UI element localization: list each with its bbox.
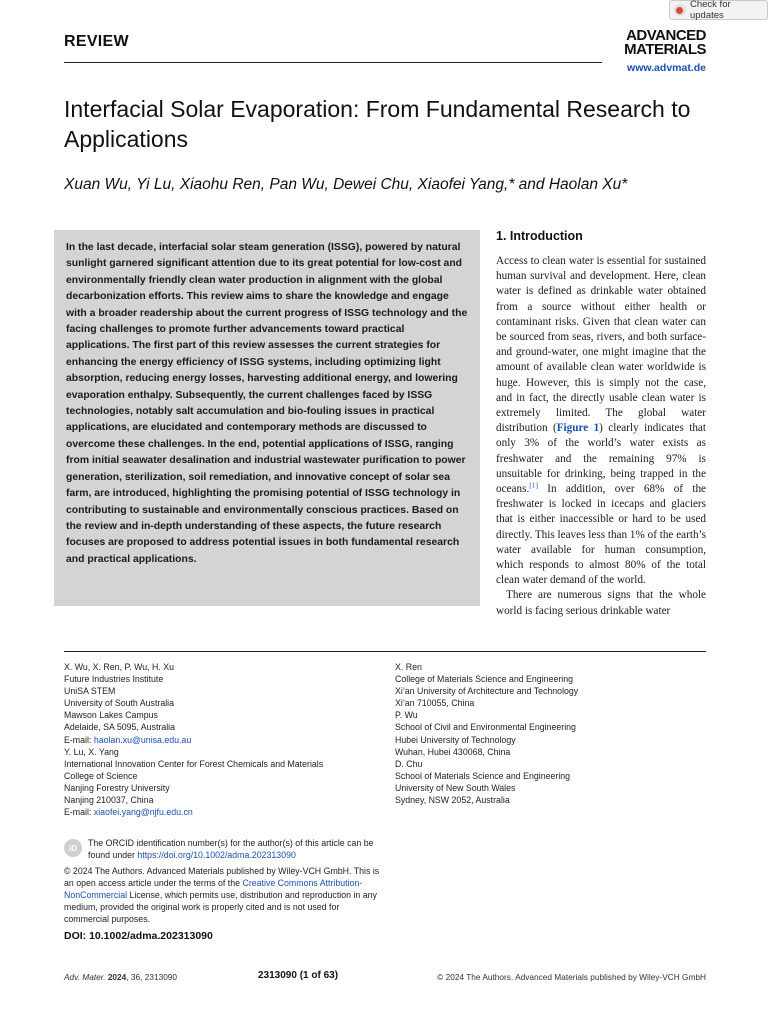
affiliation-line: Future Industries Institute <box>64 674 164 685</box>
journal-logo-line2: MATERIALS <box>624 41 706 58</box>
affiliation-line: International Innovation Center for Forest Chemicals and Materials <box>64 758 324 769</box>
affiliation-line: Wuhan, Hubei 430068, China <box>395 746 511 757</box>
orcid-doi-link[interactable]: https://doi.org/10.1002/adma.202313090 <box>137 850 296 860</box>
figure-1-link[interactable]: Figure 1 <box>556 422 600 435</box>
article-title: Interfacial Solar Evaporation: From Fundamental Research to Applications <box>64 96 691 152</box>
affiliation-line: P. Wu <box>395 710 418 721</box>
email-link[interactable]: xiaofei.yang@njfu.edu.cn <box>93 807 193 818</box>
orcid-icon: iD <box>64 839 82 857</box>
author-list: Xuan Wu, Yi Lu, Xiaohu Ren, Pan Wu, Dewei Chu, Xiaofei Yang,* and Haolan Xu* <box>64 176 628 193</box>
license-notice: © 2024 The Authors. Advanced Materials published by Wiley-VCH GmbH. This is an open access article under the terms of the Creative Commons Attribution-NonCommercial License, which permits use, distribution and reproduction in any medium, provided the original work is properly cited and is not used for commercial purposes. <box>64 866 380 924</box>
abstract-text: In the last decade, interfacial solar steam generation (ISSG), powered by natural sunlight garnered significant attention due to its great potential for low-cost and environmentally friendly clean water production in alignment with the global decarbonization efforts. This review aims to share the knowledge and engage with a broader readership about the current progress of ISSG technology and the facing challenges to promote further advancements toward practical applications. The first part of this review assesses the current strategies for enhancing the energy efficiency of ISSG systems, including optimizing light absorption, reducing energy losses, harvesting additional energy, and lowering evaporation enthalpy. Subsequently, the current challenges faced by ISSG technologies, notably salt accumulation and bio-fouling issues in practical applications, are elucidated and contemporary methods are discussed to overcome these challenges. In the end, potential applications of ISSG, ranging from initial seawater desalination and industrial wastewater purification to power generation, sterilization, soil remediation, and innovative concept of solar sea farm, are introduced, highlighting the promising potential of ISSG technology in contributing to sustainable and environmentally conscious practices. Based on the review and in-depth understanding of these aspects, the future research focuses are proposed to address potential issues in both fundamental research and practical applications. <box>66 242 468 565</box>
introduction-heading: 1. Introduction <box>496 229 583 243</box>
affiliation-line: Nanjing 210037, China <box>64 795 154 806</box>
crossmark-icon <box>674 4 686 16</box>
orcid-note <box>64 837 394 861</box>
header-divider <box>64 62 602 63</box>
affiliation-line: Nanjing Forestry University <box>64 782 170 793</box>
orcid-text: The ORCID identification number(s) for the author(s) of this article can be found under https://doi.org/10.1002/adma.202313090 <box>88 838 374 860</box>
affiliation-line: Xi’an 710055, China <box>395 698 475 709</box>
affiliation-line: University of South Australia <box>64 698 175 709</box>
journal-logo <box>604 29 706 57</box>
affiliation-line: Mawson Lakes Campus <box>64 710 158 721</box>
affiliation-line: University of New South Wales <box>395 782 516 793</box>
affiliation-line: Sydney, NSW 2052, Australia <box>395 795 510 806</box>
affiliations-right-column <box>395 661 705 806</box>
footer-page-number: 2313090 (1 of 63) <box>258 970 339 981</box>
affiliation-line: College of Science <box>64 770 138 781</box>
intro-paragraph-2: There are numerous signs that the whole world is facing serious drinkable water <box>496 589 706 617</box>
affiliation-line: X. Ren <box>395 662 422 672</box>
affiliations-left-column <box>64 661 364 818</box>
affiliation-line: UniSA STEM <box>64 686 116 697</box>
affiliation-line: Y. Lu, X. Yang <box>64 746 119 757</box>
affiliation-block <box>64 661 364 746</box>
check-for-updates-label: Check for updates <box>689 0 731 21</box>
email-link[interactable]: haolan.xu@unisa.edu.au <box>93 734 192 745</box>
affiliation-line: School of Materials Science and Engineering <box>395 770 571 781</box>
journal-logo-line1: ADVANCED <box>626 27 706 44</box>
affiliation-block <box>64 746 364 819</box>
affiliation-line: X. Wu, X. Ren, P. Wu, H. Xu <box>64 662 175 672</box>
footer-copyright: © 2024 The Authors. Advanced Materials published by Wiley-VCH GmbH <box>437 972 706 982</box>
journal-url-link[interactable]: www.advmat.de <box>627 62 706 74</box>
affiliation-line: Hubei University of Technology <box>395 734 516 745</box>
section-label: REVIEW <box>64 33 129 50</box>
citation-1-link[interactable]: [1] <box>529 480 538 490</box>
email-line: E-mail: haolan.xu@unisa.edu.au <box>64 734 192 745</box>
affiliation-block <box>395 758 705 806</box>
cc-license-link[interactable]: Creative Commons Attribution-NonCommercial <box>64 878 363 900</box>
affiliation-block <box>395 661 705 709</box>
affiliation-line: Adelaide, SA 5095, Australia <box>64 722 176 733</box>
intro-paragraph-1: Access to clean water is essential for sustained human survival and development. Here, clean water is defined as drinkable water obtained from a source without either health or contaminant risks. Given that clean water can be sourced from seas, rivers, and both surface- and ground-water, one might imagine that the amount of available clean water worldwide is huge. However, this is simply not the case, and in fact, the directly usable clean water is extremely limited. The global water distribution (Figure 1) clearly indicates that only 3% of the world’s water exists as freshwater and the remaining 97% is unsuitable for drinking, being trapped in the oceans.[1] In addition, over 68% of the freshwater is locked in icecaps and glaciers that is either inaccessible or hard to be used directly. This leaves less than 1% of the earth’s water available for human consumption, which responds to almost 80% of the total clean water demand of the world. <box>496 255 707 587</box>
doi-label: DOI: 10.1002/adma.202313090 <box>64 930 213 942</box>
introduction-body <box>496 254 706 619</box>
abstract-box <box>54 230 480 606</box>
footer-citation: Adv. Mater. 2024, 36, 2313090 <box>64 972 178 982</box>
affiliation-line: Xi’an University of Architecture and Technology <box>395 686 579 697</box>
affiliation-block <box>395 709 705 757</box>
affiliation-line: School of Civil and Environmental Engineering <box>395 722 576 733</box>
affiliation-divider <box>64 651 706 652</box>
affiliation-line: College of Materials Science and Engineering <box>395 674 573 685</box>
email-line: E-mail: xiaofei.yang@njfu.edu.cn <box>64 807 193 818</box>
affiliation-line: D. Chu <box>395 758 423 769</box>
check-for-updates-button[interactable] <box>669 0 768 20</box>
